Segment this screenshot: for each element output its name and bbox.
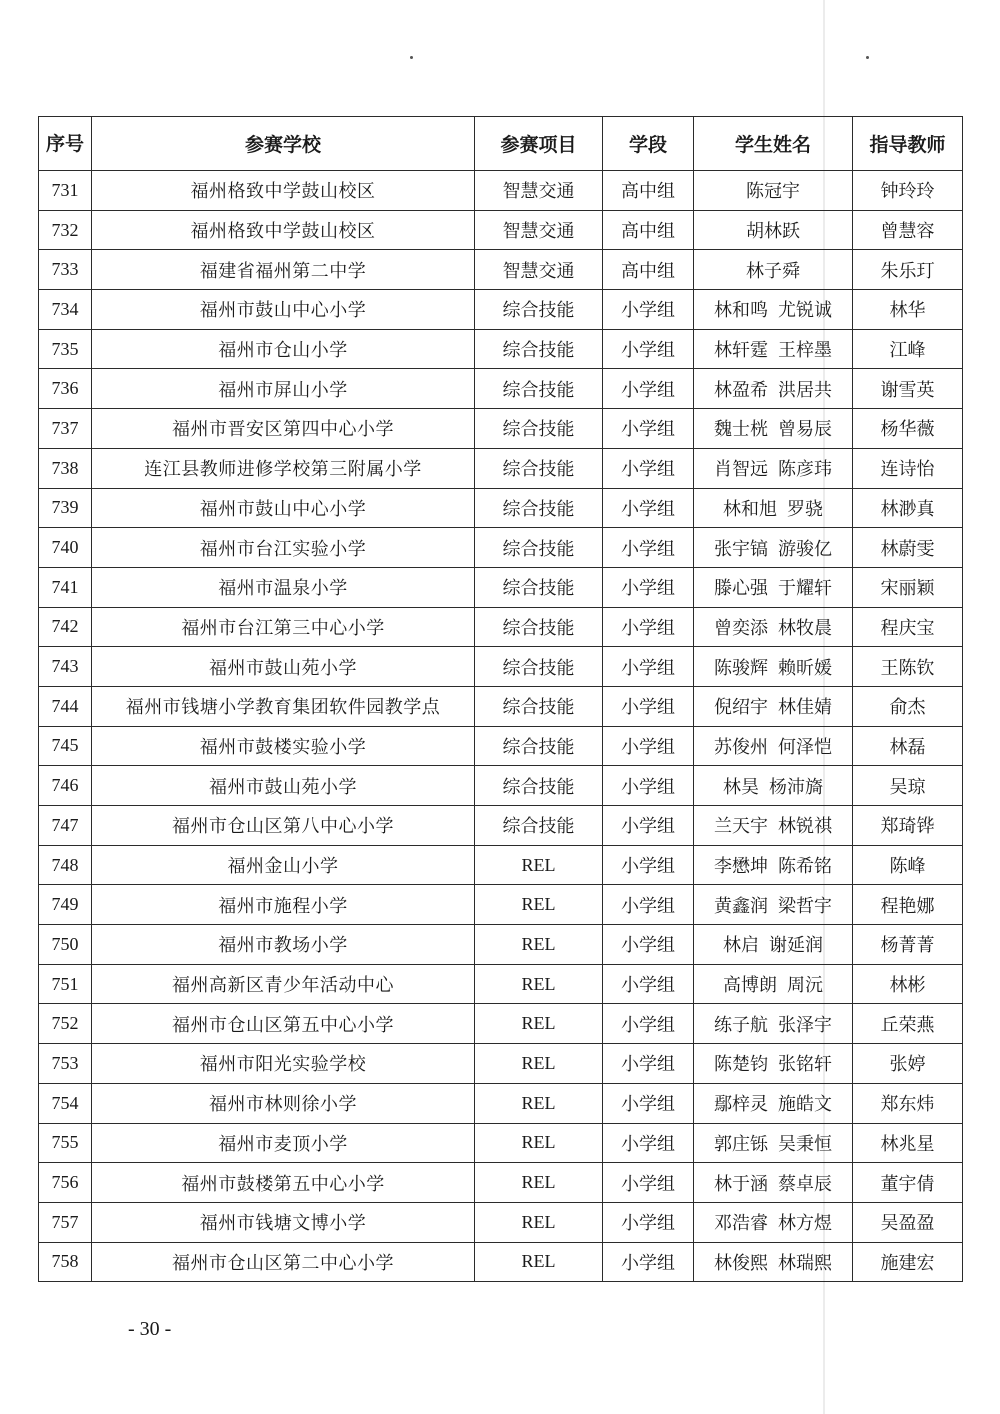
- student-name: 林方煜: [778, 1213, 832, 1235]
- header-students: 学生姓名: [694, 117, 853, 171]
- cell-level: 小学组: [603, 647, 694, 687]
- participant-table: [38, 116, 963, 1282]
- cell-seq: 741: [39, 567, 92, 607]
- cell-seq: 740: [39, 528, 92, 568]
- cell-project: REL: [475, 1083, 603, 1123]
- cell-teacher: 林兆星: [853, 1123, 963, 1163]
- cell-seq: 744: [39, 686, 92, 726]
- cell-teacher: 施建宏: [853, 1242, 963, 1282]
- student-name: 林轩霆: [714, 340, 768, 362]
- cell-teacher: 俞杰: [853, 686, 963, 726]
- cell-teacher: 吴琼: [853, 766, 963, 806]
- cell-school: 福州市鼓山中心小学: [92, 488, 475, 528]
- cell-school: 福州市仓山区第八中心小学: [92, 806, 475, 846]
- cell-seq: 753: [39, 1044, 92, 1084]
- cell-teacher: 王陈钦: [853, 647, 963, 687]
- table-row: [39, 1242, 963, 1282]
- cell-teacher: 林渺真: [853, 488, 963, 528]
- student-name: 张泽宇: [778, 1014, 832, 1036]
- cell-seq: 758: [39, 1242, 92, 1282]
- cell-project: REL: [475, 845, 603, 885]
- student-name: 鄢梓灵: [714, 1094, 768, 1116]
- table-row: [39, 369, 963, 409]
- cell-students: [694, 1242, 853, 1282]
- student-name: 王梓墨: [778, 340, 832, 362]
- table-row: [39, 686, 963, 726]
- cell-students: [694, 647, 853, 687]
- cell-level: 小学组: [603, 1242, 694, 1282]
- cell-level: 小学组: [603, 409, 694, 449]
- cell-school: 福州市施程小学: [92, 885, 475, 925]
- cell-project: 综合技能: [475, 409, 603, 449]
- student-name: 倪绍宇: [714, 697, 768, 719]
- cell-seq: 745: [39, 726, 92, 766]
- table-row: [39, 726, 963, 766]
- cell-students: [694, 766, 853, 806]
- cell-students: [694, 806, 853, 846]
- cell-students: [694, 488, 853, 528]
- cell-teacher: 宋丽颖: [853, 567, 963, 607]
- cell-seq: 742: [39, 607, 92, 647]
- cell-project: 智慧交通: [475, 250, 603, 290]
- table-row: [39, 488, 963, 528]
- cell-school: 福州市台江第三中心小学: [92, 607, 475, 647]
- cell-project: REL: [475, 925, 603, 965]
- cell-project: 综合技能: [475, 448, 603, 488]
- cell-project: 综合技能: [475, 686, 603, 726]
- student-name: 黄鑫润: [714, 895, 768, 917]
- cell-students: [694, 210, 853, 250]
- student-name: 陈希铭: [778, 856, 832, 878]
- student-name: 林盈希: [714, 379, 768, 401]
- cell-project: 综合技能: [475, 647, 603, 687]
- cell-level: 小学组: [603, 885, 694, 925]
- cell-school: 福州金山小学: [92, 845, 475, 885]
- cell-seq: 747: [39, 806, 92, 846]
- cell-school: 福州市鼓楼实验小学: [92, 726, 475, 766]
- cell-teacher: 朱乐玎: [853, 250, 963, 290]
- table-row: [39, 1083, 963, 1123]
- cell-students: [694, 1004, 853, 1044]
- cell-school: 福州市鼓山苑小学: [92, 647, 475, 687]
- table-row: [39, 528, 963, 568]
- cell-project: REL: [475, 1123, 603, 1163]
- scan-dot: [866, 56, 869, 59]
- table-row: [39, 329, 963, 369]
- cell-level: 小学组: [603, 726, 694, 766]
- cell-school: 福州高新区青少年活动中心: [92, 964, 475, 1004]
- student-name: 林佳婧: [778, 697, 832, 719]
- student-name: 林锐祺: [778, 816, 832, 838]
- cell-project: 综合技能: [475, 567, 603, 607]
- cell-seq: 746: [39, 766, 92, 806]
- cell-level: 小学组: [603, 845, 694, 885]
- cell-project: REL: [475, 964, 603, 1004]
- cell-school: 福州市鼓山苑小学: [92, 766, 475, 806]
- cell-students: [694, 290, 853, 330]
- cell-students: [694, 726, 853, 766]
- cell-level: 小学组: [603, 925, 694, 965]
- cell-teacher: 程艳娜: [853, 885, 963, 925]
- cell-teacher: 林蔚雯: [853, 528, 963, 568]
- cell-teacher: 丘荣燕: [853, 1004, 963, 1044]
- header-project: 参赛项目: [475, 117, 603, 171]
- cell-school: 福州市仓山区第二中心小学: [92, 1242, 475, 1282]
- table-row: [39, 964, 963, 1004]
- cell-seq: 751: [39, 964, 92, 1004]
- student-name: 胡林跃: [746, 221, 800, 243]
- student-name: 罗骁: [787, 498, 823, 520]
- student-name: 高博朗: [723, 975, 777, 997]
- cell-students: [694, 885, 853, 925]
- cell-project: REL: [475, 1044, 603, 1084]
- cell-students: [694, 409, 853, 449]
- table-row: [39, 290, 963, 330]
- table-row: [39, 766, 963, 806]
- student-name: 苏俊州: [714, 736, 768, 758]
- cell-school: 福州市晋安区第四中心小学: [92, 409, 475, 449]
- student-name: 林瑞熙: [778, 1252, 832, 1274]
- student-name: 林于涵: [714, 1173, 768, 1195]
- student-name: 陈楚钧: [714, 1054, 768, 1076]
- table-row: [39, 448, 963, 488]
- cell-project: 综合技能: [475, 766, 603, 806]
- student-name: 林昊: [723, 776, 759, 798]
- cell-level: 小学组: [603, 567, 694, 607]
- cell-students: [694, 1202, 853, 1242]
- cell-level: 小学组: [603, 1044, 694, 1084]
- table-row: [39, 409, 963, 449]
- cell-teacher: 林华: [853, 290, 963, 330]
- cell-teacher: 曾慧容: [853, 210, 963, 250]
- cell-teacher: 连诗怡: [853, 448, 963, 488]
- cell-project: REL: [475, 1202, 603, 1242]
- student-name: 陈骏辉: [714, 657, 768, 679]
- cell-level: 高中组: [603, 171, 694, 211]
- cell-seq: 733: [39, 250, 92, 290]
- cell-school: 福州市林则徐小学: [92, 1083, 475, 1123]
- cell-seq: 737: [39, 409, 92, 449]
- cell-school: 福州市鼓山中心小学: [92, 290, 475, 330]
- cell-level: 小学组: [603, 488, 694, 528]
- cell-students: [694, 964, 853, 1004]
- student-name: 赖昕媛: [778, 657, 832, 679]
- student-name: 谢延润: [769, 935, 823, 957]
- cell-project: 智慧交通: [475, 210, 603, 250]
- cell-level: 小学组: [603, 607, 694, 647]
- cell-project: 综合技能: [475, 726, 603, 766]
- student-name: 兰天宇: [714, 816, 768, 838]
- cell-school: 福州市钱塘小学教育集团软件园教学点: [92, 686, 475, 726]
- cell-seq: 743: [39, 647, 92, 687]
- student-name: 魏士桄: [714, 419, 768, 441]
- cell-project: 综合技能: [475, 806, 603, 846]
- cell-teacher: 谢雪英: [853, 369, 963, 409]
- cell-level: 小学组: [603, 964, 694, 1004]
- cell-school: 福州市麦顶小学: [92, 1123, 475, 1163]
- cell-students: [694, 1083, 853, 1123]
- page-number: - 30 -: [128, 1318, 172, 1340]
- cell-school: 福州市仓山区第五中心小学: [92, 1004, 475, 1044]
- cell-seq: 754: [39, 1083, 92, 1123]
- student-name: 尤锐诚: [778, 300, 832, 322]
- cell-seq: 731: [39, 171, 92, 211]
- cell-project: 综合技能: [475, 607, 603, 647]
- cell-students: [694, 329, 853, 369]
- cell-teacher: 张婷: [853, 1044, 963, 1084]
- student-name: 梁哲宇: [778, 895, 832, 917]
- student-name: 施皓文: [778, 1094, 832, 1116]
- student-name: 张铭轩: [778, 1054, 832, 1076]
- student-name: 杨沛旖: [769, 776, 823, 798]
- cell-students: [694, 925, 853, 965]
- cell-students: [694, 448, 853, 488]
- cell-seq: 750: [39, 925, 92, 965]
- student-name: 林启: [723, 935, 759, 957]
- cell-students: [694, 1163, 853, 1203]
- cell-level: 小学组: [603, 1004, 694, 1044]
- cell-teacher: 郑东炜: [853, 1083, 963, 1123]
- student-name: 邓浩睿: [714, 1213, 768, 1235]
- cell-level: 小学组: [603, 448, 694, 488]
- cell-project: 智慧交通: [475, 171, 603, 211]
- student-name: 林和鸣: [714, 300, 768, 322]
- student-name: 滕心强: [714, 578, 768, 600]
- cell-seq: 757: [39, 1202, 92, 1242]
- cell-level: 高中组: [603, 250, 694, 290]
- cell-students: [694, 845, 853, 885]
- cell-school: 福州市仓山小学: [92, 329, 475, 369]
- cell-level: 小学组: [603, 290, 694, 330]
- cell-school: 连江县教师进修学校第三附属小学: [92, 448, 475, 488]
- cell-project: REL: [475, 1242, 603, 1282]
- cell-level: 小学组: [603, 766, 694, 806]
- cell-teacher: 杨菁菁: [853, 925, 963, 965]
- cell-level: 小学组: [603, 528, 694, 568]
- student-name: 肖智远: [714, 459, 768, 481]
- student-name: 林子舜: [746, 260, 800, 282]
- cell-teacher: 江峰: [853, 329, 963, 369]
- cell-level: 小学组: [603, 329, 694, 369]
- cell-students: [694, 528, 853, 568]
- table-row: [39, 607, 963, 647]
- cell-seq: 756: [39, 1163, 92, 1203]
- header-school: 参赛学校: [92, 117, 475, 171]
- cell-project: 综合技能: [475, 528, 603, 568]
- cell-seq: 752: [39, 1004, 92, 1044]
- table-row: [39, 210, 963, 250]
- student-name: 洪居共: [778, 379, 832, 401]
- cell-level: 小学组: [603, 1123, 694, 1163]
- cell-school: 福州格致中学鼓山校区: [92, 171, 475, 211]
- table-row: [39, 845, 963, 885]
- cell-seq: 732: [39, 210, 92, 250]
- cell-school: 福州市钱塘文博小学: [92, 1202, 475, 1242]
- cell-project: 综合技能: [475, 369, 603, 409]
- student-name: 周沅: [787, 975, 823, 997]
- cell-teacher: 郑琦铧: [853, 806, 963, 846]
- table-row: [39, 647, 963, 687]
- cell-seq: 735: [39, 329, 92, 369]
- cell-students: [694, 250, 853, 290]
- cell-school: 福州市屏山小学: [92, 369, 475, 409]
- student-name: 何泽恺: [778, 736, 832, 758]
- cell-teacher: 林彬: [853, 964, 963, 1004]
- table-row: [39, 1123, 963, 1163]
- table-row: [39, 171, 963, 211]
- cell-seq: 749: [39, 885, 92, 925]
- cell-school: 福州市温泉小学: [92, 567, 475, 607]
- table-row: [39, 885, 963, 925]
- cell-school: 福建省福州第二中学: [92, 250, 475, 290]
- table-row: [39, 1044, 963, 1084]
- cell-students: [694, 1044, 853, 1084]
- cell-teacher: 林磊: [853, 726, 963, 766]
- cell-school: 福州格致中学鼓山校区: [92, 210, 475, 250]
- cell-students: [694, 369, 853, 409]
- cell-school: 福州市台江实验小学: [92, 528, 475, 568]
- cell-project: REL: [475, 885, 603, 925]
- cell-seq: 734: [39, 290, 92, 330]
- table-row: [39, 806, 963, 846]
- cell-project: REL: [475, 1163, 603, 1203]
- student-name: 林和旭: [723, 498, 777, 520]
- cell-students: [694, 607, 853, 647]
- cell-seq: 755: [39, 1123, 92, 1163]
- cell-teacher: 程庆宝: [853, 607, 963, 647]
- cell-seq: 736: [39, 369, 92, 409]
- cell-students: [694, 1123, 853, 1163]
- header-teacher: 指导教师: [853, 117, 963, 171]
- cell-seq: 738: [39, 448, 92, 488]
- cell-level: 小学组: [603, 1202, 694, 1242]
- table-row: [39, 925, 963, 965]
- scan-dot: [410, 56, 413, 59]
- student-name: 于耀轩: [778, 578, 832, 600]
- header-seq: 序号: [39, 117, 92, 171]
- table-row: [39, 567, 963, 607]
- student-name: 李懋坤: [714, 856, 768, 878]
- student-name: 曾易辰: [778, 419, 832, 441]
- cell-level: 小学组: [603, 1083, 694, 1123]
- table-row: [39, 1163, 963, 1203]
- table-header-row: [39, 117, 963, 171]
- student-name: 游骏亿: [778, 538, 832, 560]
- cell-school: 福州市鼓楼第五中心小学: [92, 1163, 475, 1203]
- cell-level: 小学组: [603, 686, 694, 726]
- student-name: 蔡卓辰: [778, 1173, 832, 1195]
- cell-school: 福州市教场小学: [92, 925, 475, 965]
- student-name: 练子航: [714, 1014, 768, 1036]
- student-name: 陈冠宇: [746, 181, 800, 203]
- cell-teacher: 吴盈盈: [853, 1202, 963, 1242]
- cell-teacher: 董宇倩: [853, 1163, 963, 1203]
- cell-teacher: 钟玲玲: [853, 171, 963, 211]
- cell-level: 高中组: [603, 210, 694, 250]
- cell-students: [694, 567, 853, 607]
- cell-school: 福州市阳光实验学校: [92, 1044, 475, 1084]
- table-row: [39, 1202, 963, 1242]
- cell-level: 小学组: [603, 1163, 694, 1203]
- cell-seq: 739: [39, 488, 92, 528]
- table-row: [39, 1004, 963, 1044]
- cell-level: 小学组: [603, 806, 694, 846]
- student-name: 陈彦玮: [778, 459, 832, 481]
- table-row: [39, 250, 963, 290]
- cell-project: 综合技能: [475, 329, 603, 369]
- table-body: [39, 171, 963, 1282]
- cell-students: [694, 686, 853, 726]
- header-level: 学段: [603, 117, 694, 171]
- cell-level: 小学组: [603, 369, 694, 409]
- student-name: 林牧晨: [778, 617, 832, 639]
- student-name: 郭庄铄: [714, 1133, 768, 1155]
- cell-project: REL: [475, 1004, 603, 1044]
- cell-seq: 748: [39, 845, 92, 885]
- student-name: 吴秉恒: [778, 1133, 832, 1155]
- student-name: 张宇镐: [714, 538, 768, 560]
- student-name: 曾奕添: [714, 617, 768, 639]
- cell-project: 综合技能: [475, 488, 603, 528]
- cell-students: [694, 171, 853, 211]
- cell-teacher: 陈峰: [853, 845, 963, 885]
- cell-project: 综合技能: [475, 290, 603, 330]
- student-name: 林俊熙: [714, 1252, 768, 1274]
- cell-teacher: 杨华薇: [853, 409, 963, 449]
